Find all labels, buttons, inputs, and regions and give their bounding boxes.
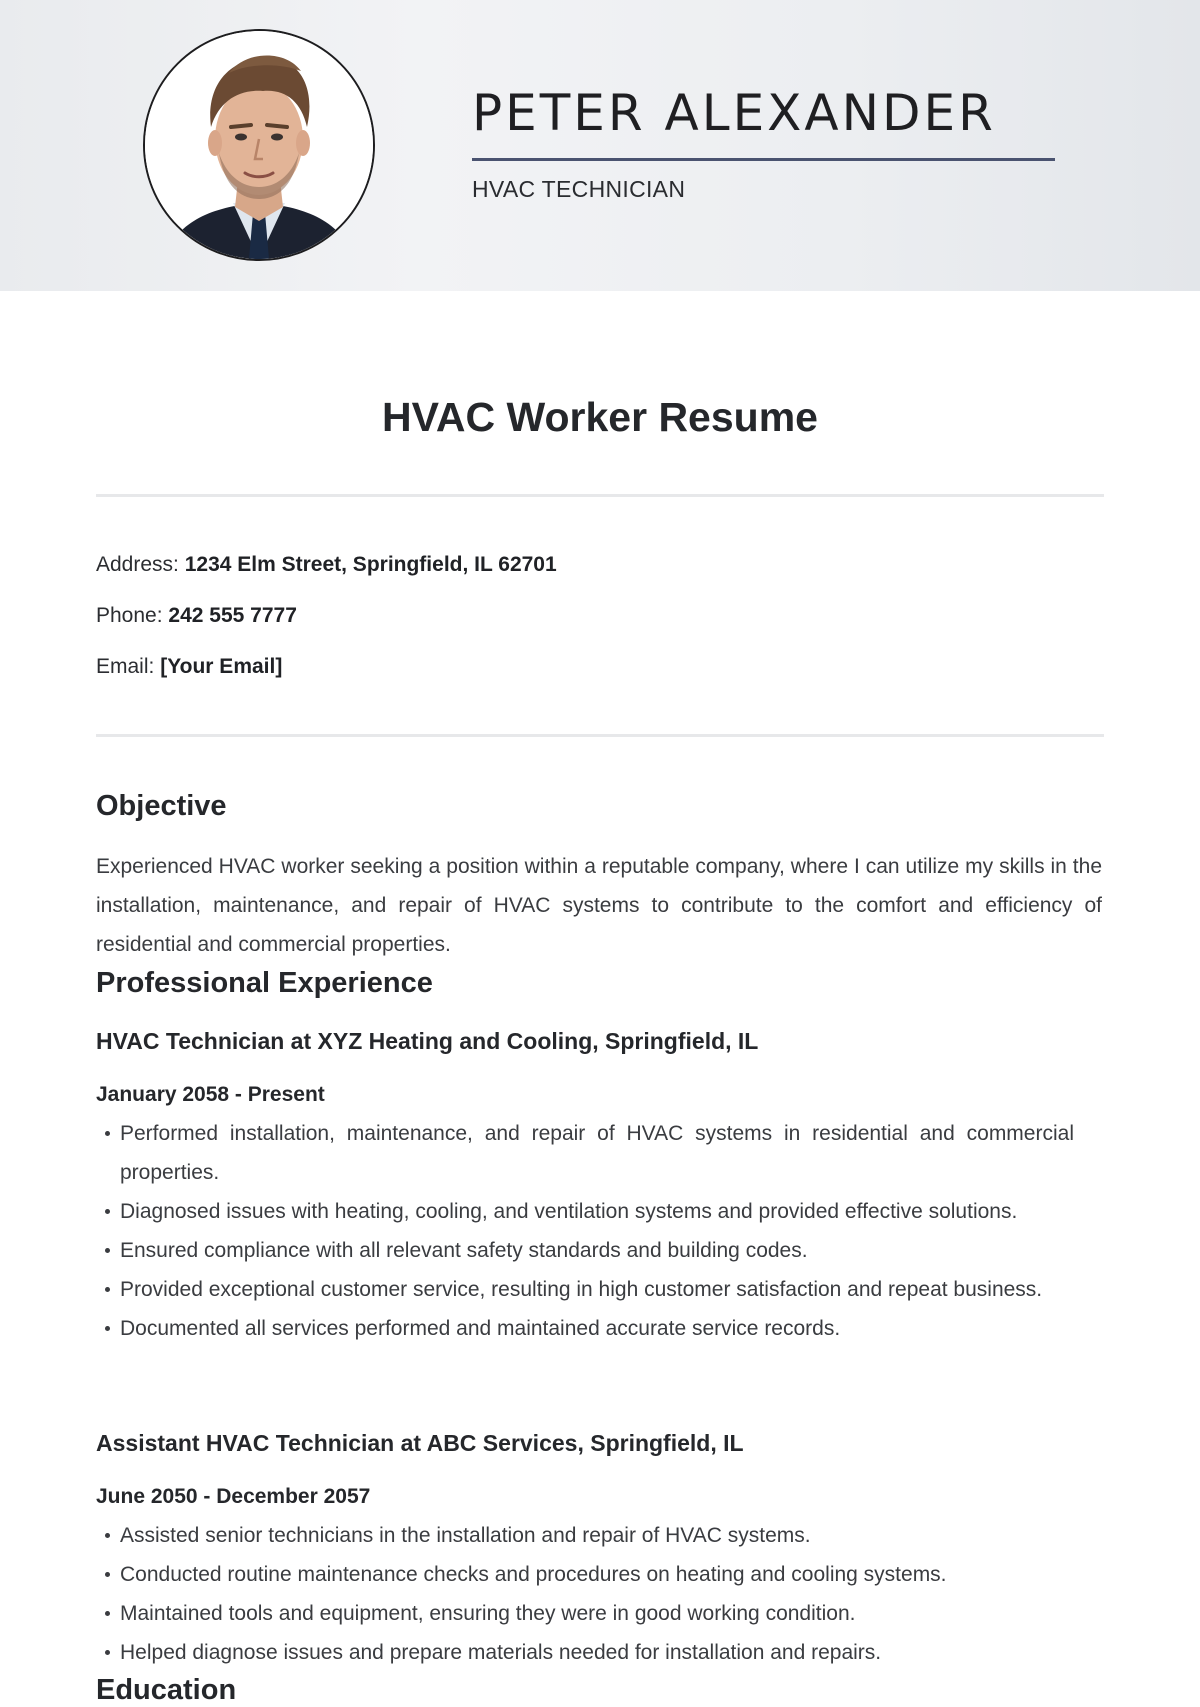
list-item: Assisted senior technicians in the installation and repair of HVAC systems. [96,1516,1074,1555]
phone-value: 242 555 7777 [168,604,297,627]
job-bullet-list [96,1516,1074,1672]
job-dates: January 2058 - Present [96,1083,325,1106]
name-underline [472,158,1055,161]
experience-heading: Professional Experience [96,967,433,999]
objective-heading: Objective [96,790,227,822]
job-dates: June 2050 - December 2057 [96,1485,371,1508]
candidate-name: PETER ALEXANDER [472,84,996,142]
list-item: Ensured compliance with all relevant safety standards and building codes. [96,1231,1074,1270]
list-item: Maintained tools and equipment, ensuring they were in good working condition. [96,1594,1074,1633]
header-band [0,0,1200,291]
objective-text: Experienced HVAC worker seeking a position within a reputable company, where I can utilize my skills in the installation, maintenance, and repair of HVAC systems to contribute to the comfort and efficiency of residential and commercial properties. [96,855,1102,956]
list-item: Provided exceptional customer service, resulting in high customer satisfaction and repeat business. [96,1270,1074,1309]
address-value: 1234 Elm Street, Springfield, IL 62701 [184,553,557,576]
email-label: Email: [96,655,155,678]
education-heading: Education [96,1674,237,1706]
address-label: Address: [96,553,179,576]
portrait-icon [145,31,373,259]
list-item: Documented all services performed and maintained accurate service records. [96,1309,1074,1348]
list-item: Helped diagnose issues and prepare materials needed for installation and repairs. [96,1633,1074,1672]
phone-label: Phone: [96,604,163,627]
divider [96,494,1104,497]
list-item: Performed installation, maintenance, and repair of HVAC systems in residential and commercial properties. [96,1114,1074,1192]
job-title: HVAC Technician at XYZ Heating and Cooling, Springfield, IL [96,1028,759,1054]
list-item: Conducted routine maintenance checks and procedures on heating and cooling systems. [96,1555,1074,1594]
contact-email [96,655,282,679]
contact-address [96,553,557,577]
list-item: Diagnosed issues with heating, cooling, and ventilation systems and provided effective solutions. [96,1192,1074,1231]
job-title: Assistant HVAC Technician at ABC Services, Springfield, IL [96,1430,744,1456]
page-title: HVAC Worker Resume [382,394,818,440]
job-bullet-list [96,1114,1074,1348]
avatar [143,29,375,261]
candidate-title: HVAC TECHNICIAN [472,176,686,202]
contact-phone [96,604,297,628]
email-value: [Your Email] [160,655,283,678]
divider [96,734,1104,737]
